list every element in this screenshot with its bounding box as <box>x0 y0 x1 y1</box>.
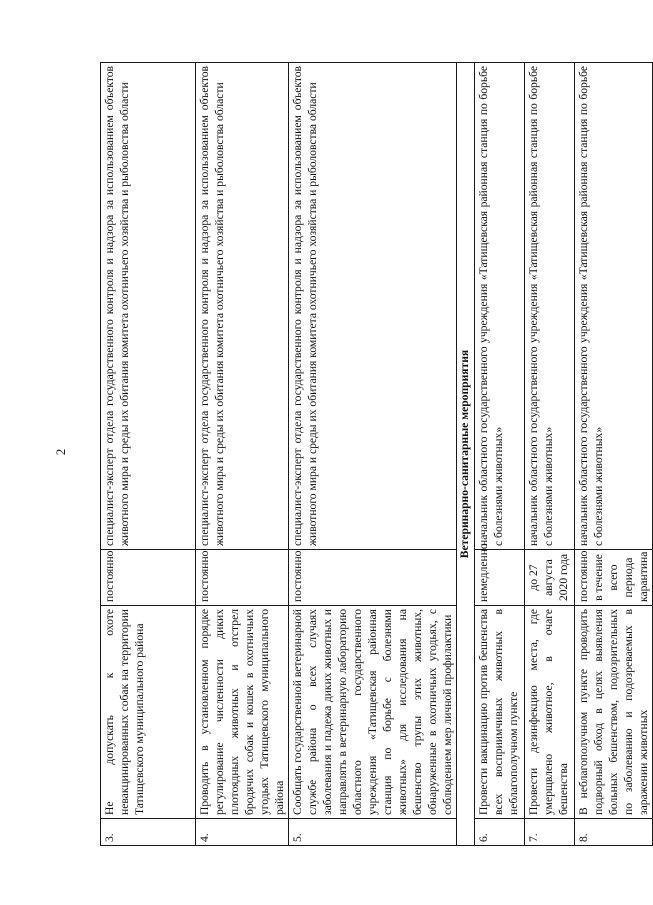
responsible-cell: специалист-эксперт отдела государственного контроля и надзора за использованием объектов животного мира и среды их обитания комитета охотничьего хозяйства и рыболовства области <box>289 63 457 550</box>
term-cell: постоянно <box>196 550 289 606</box>
term-cell: до 27 августа 2020 года <box>525 550 575 606</box>
responsible-cell: начальник областного государственного учреждения «Татищевская районная станция по борьбе с болезнями животных» <box>575 63 653 550</box>
term-cell: постоянно в течение всего периода карантина <box>575 550 653 606</box>
row-number: 4. <box>196 819 289 846</box>
responsible-cell: специалист-эксперт отдела государственного контроля и надзора за использованием объектов животного мира и среды их обитания комитета охотничьего хозяйства и рыболовства области <box>101 63 196 550</box>
measures-table <box>100 62 653 846</box>
responsible-cell: специалист-эксперт отдела государственного контроля и надзора за использованием объектов животного мира и среды их обитания комитета охотничьего хозяйства и рыболовства области <box>196 63 289 550</box>
row-number: 6. <box>475 819 525 846</box>
table-row <box>525 63 575 846</box>
table-row <box>289 63 457 846</box>
section-row <box>457 63 475 846</box>
responsible-cell: начальник областного государственного учреждения «Татищевская районная станция по борьбе с болезнями животных» <box>475 63 525 550</box>
row-number: 7. <box>525 819 575 846</box>
row-number: 5. <box>289 819 457 846</box>
task-cell: Не допускать к охоте невакцинированных собак на территории Татищевского муниципального района <box>101 606 196 819</box>
table-row <box>196 63 289 846</box>
section-title: Ветеринарно-санитарные мероприятия <box>457 63 475 846</box>
table-row <box>575 63 653 846</box>
row-number: 3. <box>101 819 196 846</box>
task-cell: В неблагополучном пункте проводить подворный обход в целях выявления больных бешенством, подозрительных по заболеванию и подозреваемых в заражении животных <box>575 606 653 819</box>
task-cell: Провести дезинфекцию места, где умерщвлено животное, в очаге бешенства <box>525 606 575 819</box>
task-cell: Провести вакцинацию против бешенства всех восприимчивых животных в неблагополучном пункте <box>475 606 525 819</box>
term-cell: постоянно <box>101 550 196 606</box>
page-number: 2 <box>53 448 68 456</box>
responsible-cell: начальник областного государственного учреждения «Татищевская районная станция по борьбе с болезнями животных» <box>525 63 575 550</box>
rotated-table-container <box>100 62 650 846</box>
term-cell: постоянно <box>289 550 457 606</box>
row-number: 8. <box>575 819 653 846</box>
task-cell: Проводить в установленном порядке регулирование численности диких плотоядных животных и отстрел бродячих собак и кошек в охотничьих угодьях Татищевского муниципального района <box>196 606 289 819</box>
term-cell: немедленно <box>475 550 525 606</box>
table-row <box>101 63 196 846</box>
table-row <box>475 63 525 846</box>
task-cell: Сообщать государственной ветеринарной службе района о всех случаях заболевания и падежа диких животных и направлять в ветеринарную лабораторию областного государственного учреждения «Татищевская районная станция по борьбе с болезнями животных» для исследования на бешенство трупы этих животных, обнаруженные в охотничьих угодьях, с соблюдением мер личной профилактики <box>289 606 457 819</box>
